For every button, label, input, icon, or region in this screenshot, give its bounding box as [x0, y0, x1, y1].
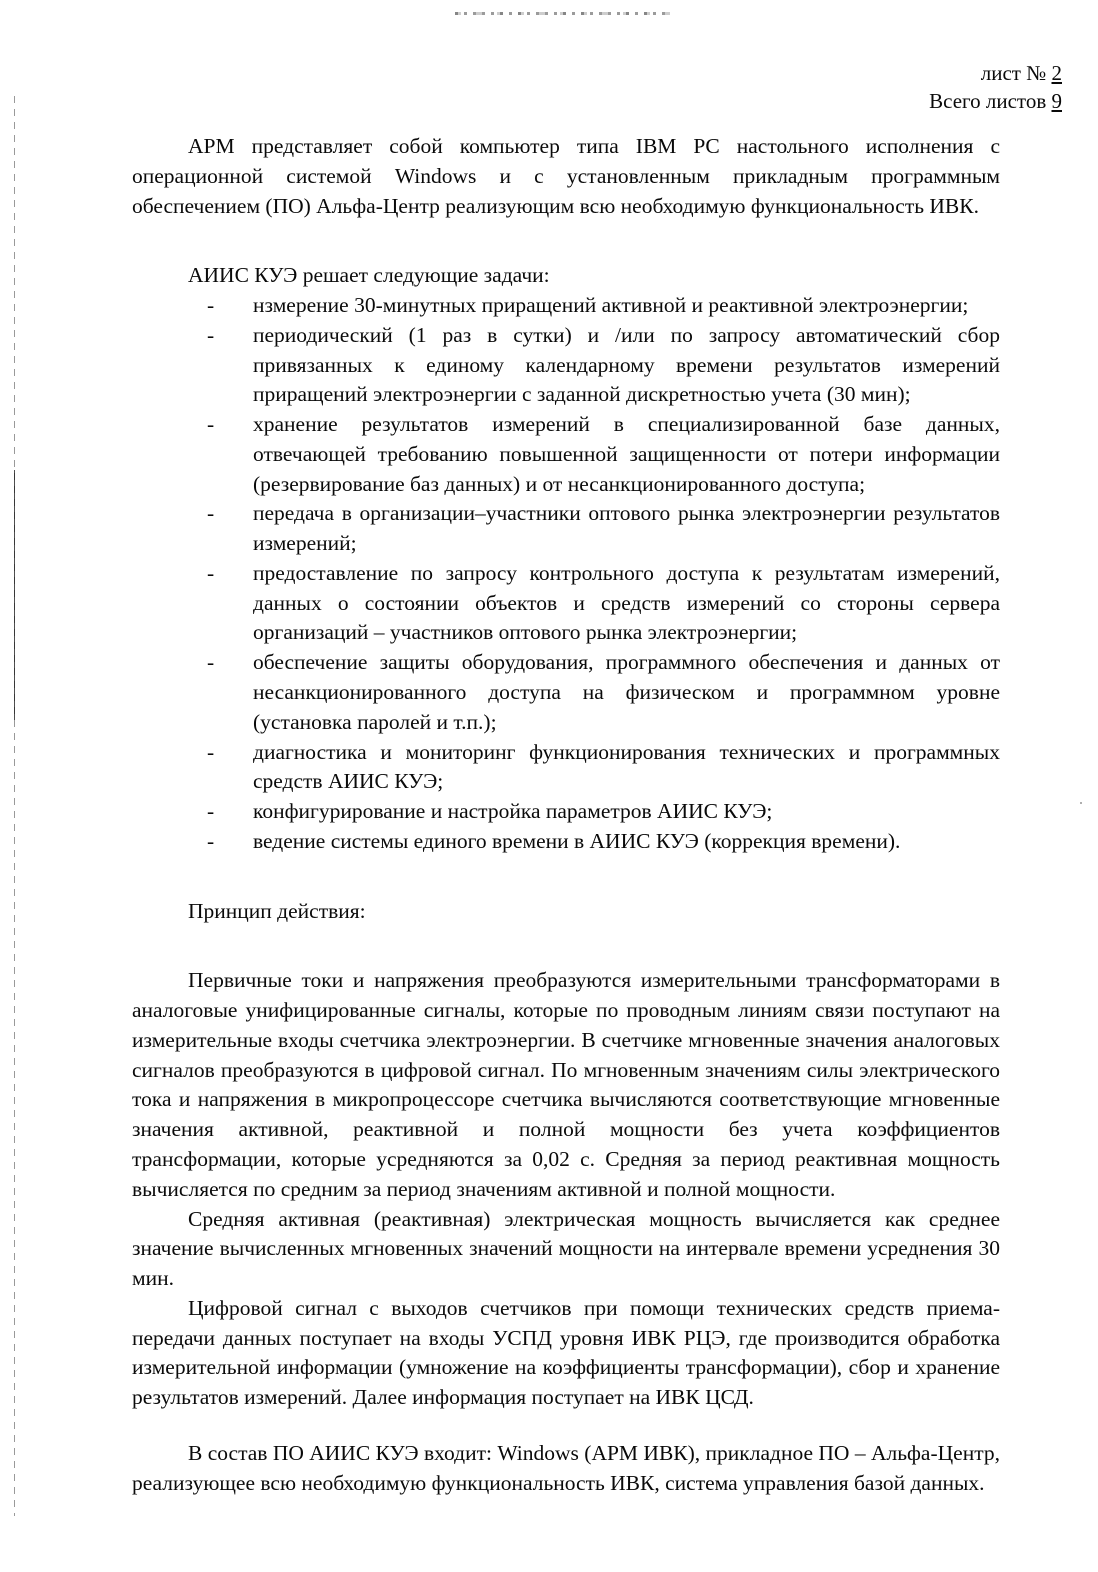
list-item-text: диагностика и мониторинг функционирования технических и программных средств АИИС КУЭ;: [253, 739, 1000, 794]
list-item: [132, 559, 1000, 648]
list-item-text: конфигурирование и настройка параметров АИИС КУЭ;: [253, 799, 773, 824]
list-item-text: хранение результатов измерений в специализированной базе данных, отвечающей требованию повышенной защищенности от потери информации (резервирование баз данных) и от несанкционированного доступа;: [253, 412, 1000, 496]
intro-paragraph: АРМ представляет собой компьютер типа IBM PC настольного исполнения с операционной системой Windows и с установленным прикладным программным обеспечением (ПО) Альфа-Центр реализующим всю необходимую функциональность ИВК.: [132, 134, 1000, 218]
scan-artifact-speck: [1080, 802, 1082, 804]
sheet-label: лист №: [980, 61, 1047, 85]
spacer: [132, 1413, 1000, 1439]
list-item: [132, 410, 1000, 499]
list-item: [132, 499, 1000, 559]
bullet-dash-icon: -: [207, 322, 215, 347]
list-item-text: предоставление по запросу контрольного доступа к результатам измерений, данных о состоянии объектов и средств измерений со стороны сервера организаций – участников оптового рынка электроэнергии;: [253, 560, 1000, 645]
sheet-number: 2: [1051, 61, 1062, 85]
document-body: [132, 132, 1000, 1498]
sheet-header: [929, 60, 1062, 115]
software-composition-paragraph: В состав ПО АИИС КУЭ входит: Windows (АРМ ИВК), прикладное ПО – Альфа-Центр, реализующее всю необходимую функциональность ИВК, система управления базой данных.: [132, 1440, 1000, 1495]
list-item: [132, 321, 1000, 410]
scan-artifact-left-margin-line-dense: [14, 470, 15, 720]
list-item: [132, 827, 1000, 857]
bullet-dash-icon: -: [207, 828, 215, 853]
list-item-text: передача в организации–участники оптового рынка электроэнергии результатов измерений;: [253, 501, 1000, 556]
total-sheets-label: Всего листов: [929, 88, 1047, 113]
bullet-dash-icon: -: [207, 560, 215, 585]
principle-heading: Принцип действия:: [188, 898, 366, 923]
scan-artifact-top-speckles: [455, 12, 670, 15]
principle-paragraph-2: Средняя активная (реактивная) электрическая мощность вычисляется как среднее значение вычисленных мгновенных значений мощности на интервале времени усреднения 30 мин.: [132, 1206, 1000, 1291]
bullet-dash-icon: -: [207, 293, 215, 318]
sheet-number-line: [929, 60, 1062, 88]
spacer: [132, 221, 1000, 261]
list-item: [132, 648, 1000, 737]
list-item: [132, 291, 1000, 321]
list-item: [132, 797, 1000, 827]
scan-artifact-left-margin-line: [14, 96, 15, 1516]
principle-paragraph-1: Первичные токи и напряжения преобразуются измерительными трансформаторами в аналоговые унифицированные сигналы, которые по проводным линиям связи поступают на измерительные входы счетчика электроэнергии. В счетчике мгновенные значения аналоговых сигналов преобразуются в цифровой сигнал. По мгновенным значениям силы электрического тока и напряжения в микропроцессоре счетчика вычисляются соответствующие мгновенные значения активной, реактивной и полной мощности без учета коэффициентов трансформации, которые усредняются за 0,02 с. Средняя за период реактивная мощность вычисляется по средним за период значениям активной и полной мощности.: [132, 968, 1000, 1201]
bullet-dash-icon: -: [207, 650, 215, 675]
tasks-lead-in: АИИС КУЭ решает следующие задачи:: [188, 263, 550, 288]
bullet-dash-icon: -: [207, 799, 215, 824]
total-sheets-number: 9: [1051, 88, 1062, 113]
bullet-dash-icon: -: [207, 501, 215, 526]
tasks-list: [132, 291, 1000, 857]
total-sheets-line: [929, 88, 1062, 116]
bullet-dash-icon: -: [207, 739, 215, 764]
list-item-text: периодический (1 раз в сутки) и /или по запросу автоматический сбор привязанных к единому календарному времени результатов измерений приращений электроэнергии с заданной дискретностью учета (30 мин);: [253, 322, 1000, 407]
spacer: [132, 857, 1000, 897]
list-item-text: нзмерение 30-минутных приращений активной и реактивной электроэнергии;: [253, 293, 969, 318]
list-item-text: ведение системы единого времени в АИИС КУЭ (коррекция времени).: [253, 828, 901, 853]
spacer: [132, 926, 1000, 966]
list-item: [132, 738, 1000, 798]
list-item-text: обеспечение защиты оборудования, программного обеспечения и данных от несанкционированного доступа на физическом и программном уровне (установка паролей и т.п.);: [253, 650, 1000, 734]
principle-paragraph-3: Цифровой сигнал с выходов счетчиков при помощи технических средств приема-передачи данных поступает на входы УСПД уровня ИВК РЦЭ, где производится обработка измерительной информации (умножение на коэффициенты трансформации), сбор и хранение результатов измерений. Далее информация поступает на ИВК ЦСД.: [132, 1295, 1000, 1410]
bullet-dash-icon: -: [207, 412, 215, 437]
